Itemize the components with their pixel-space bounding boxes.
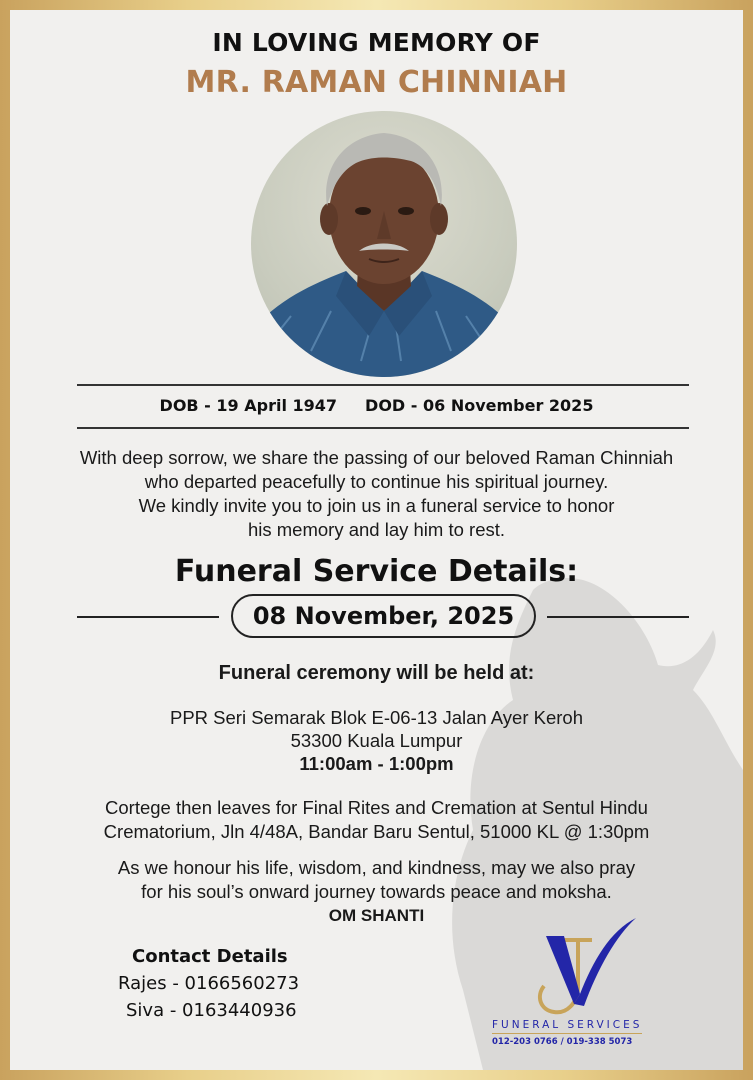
intro-message xyxy=(10,446,743,542)
date-of-death: DOD - 06 November 2025 xyxy=(365,396,594,415)
contact-siva[interactable]: Siva - 0163440936 xyxy=(126,1000,297,1021)
contact-title: Contact Details xyxy=(132,946,288,967)
contact-rajes[interactable]: Rajes - 0166560273 xyxy=(118,973,300,994)
venue-address xyxy=(10,706,743,775)
cortege-line: Crematorium, Jln 4/48A, Bandar Baru Sentul, 51000 KL @ 1:30pm xyxy=(103,821,650,842)
intro-line: his memory and lay him to rest. xyxy=(247,519,506,540)
intro-line: who departed peacefully to continue his spiritual journey. xyxy=(144,471,609,492)
venue-heading: Funeral ceremony will be held at: xyxy=(218,662,535,684)
service-time: 11:00am - 1:00pm xyxy=(299,753,454,774)
prayer-line: As we honour his life, wisdom, and kindness, may we also pray xyxy=(117,857,636,878)
portrait-photo xyxy=(251,111,517,377)
service-title: Funeral Service Details: xyxy=(174,554,579,589)
intro-line: We kindly invite you to join us in a funeral service to honor xyxy=(138,495,615,516)
date-divider-left xyxy=(77,616,219,618)
intro-line: With deep sorrow, we share the passing of our beloved Raman Chinniah xyxy=(79,447,674,468)
life-dates xyxy=(10,396,743,415)
divider-bottom xyxy=(77,427,689,429)
divider-top xyxy=(77,384,689,386)
portrait-image xyxy=(251,111,517,377)
logo-brand: FUNERAL SERVICES xyxy=(492,1019,643,1031)
date-divider-right xyxy=(547,616,689,618)
vj-monogram-icon xyxy=(488,906,668,1018)
logo-underline xyxy=(492,1033,642,1034)
prayer-line: for his soul’s onward journey towards peace and moksha. xyxy=(141,881,612,902)
funeral-services-logo xyxy=(488,906,668,1056)
date-of-birth: DOB - 19 April 1947 xyxy=(159,396,338,415)
contact-details xyxy=(118,946,338,1024)
memorial-card xyxy=(10,10,743,1070)
service-date: 08 November, 2025 xyxy=(231,594,536,638)
cortege-line: Cortege then leaves for Final Rites and Cremation at Sentul Hindu xyxy=(105,797,648,818)
logo-phone-numbers[interactable]: 012-203 0766 / 019-338 5073 xyxy=(492,1037,633,1047)
address-line: 53300 Kuala Lumpur xyxy=(290,730,463,751)
service-date-row xyxy=(10,592,743,640)
closing-blessing: OM SHANTI xyxy=(328,906,425,925)
deceased-name: MR. RAMAN CHINNIAH xyxy=(185,65,568,100)
memory-heading: IN LOVING MEMORY OF xyxy=(212,28,541,57)
address-line: PPR Seri Semarak Blok E-06-13 Jalan Ayer Keroh xyxy=(169,707,584,728)
cortege-info xyxy=(10,796,743,844)
